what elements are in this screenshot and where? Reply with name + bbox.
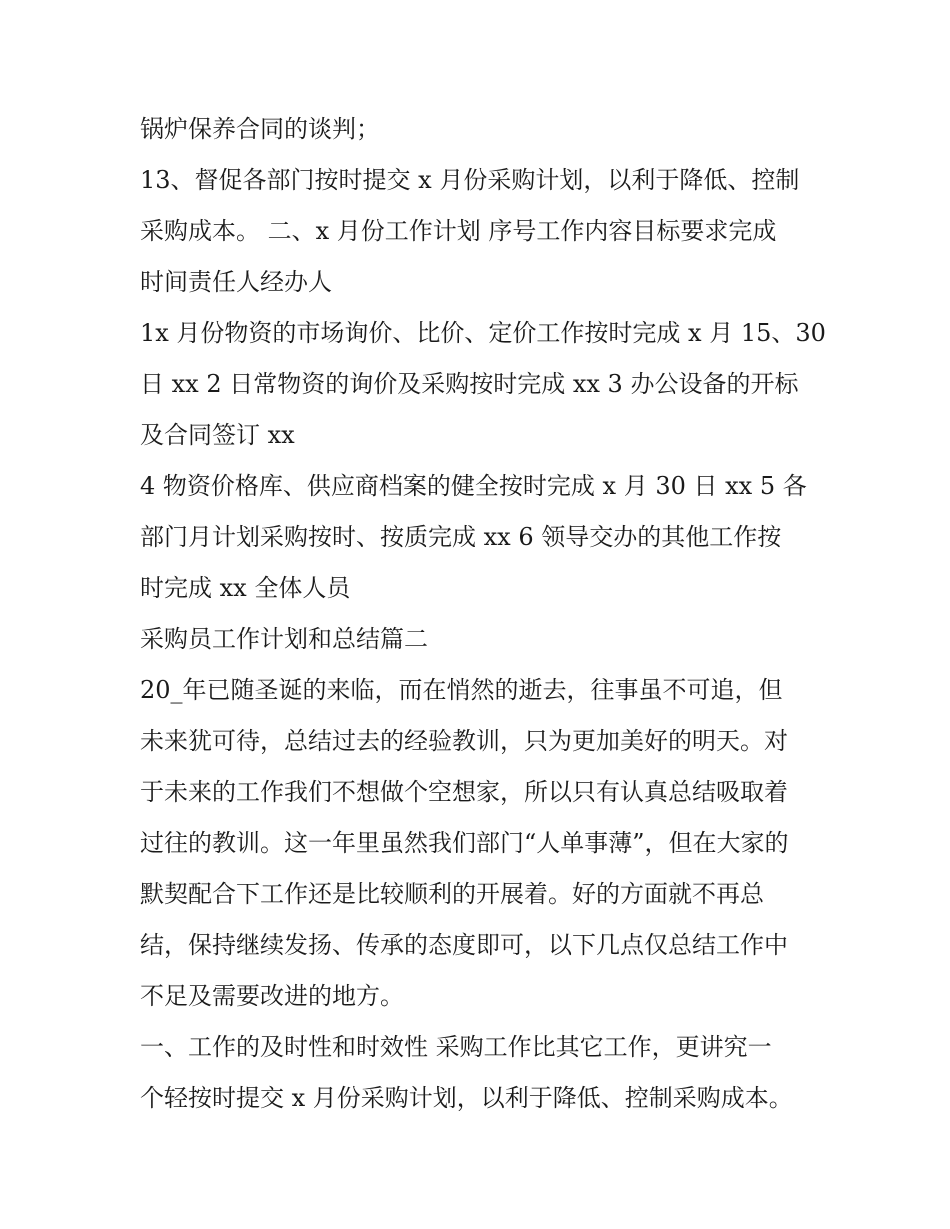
text-line: 默契配合下工作还是比较顺利的开展着。好的方面就不再总 bbox=[140, 880, 764, 908]
text-line: 20_年已随圣诞的来临，而在悄然的逝去，往事虽不可追，但 bbox=[140, 676, 783, 704]
text-line: 一、工作的及时性和时效性 采购工作比其它工作，更讲究一 bbox=[140, 1033, 772, 1061]
text-line: 不足及需要改进的地方。 bbox=[140, 982, 404, 1010]
text-line: 时间责任人经办人 bbox=[140, 268, 332, 296]
text-line: 及合同签订 xx bbox=[140, 421, 295, 449]
text-line: 过往的教训。这一年里虽然我们部门“人单事薄”，但在大家的 bbox=[140, 829, 789, 857]
text-line: 锅炉保养合同的谈判； bbox=[140, 115, 380, 143]
text-line: 部门月计划采购按时、按质完成 xx 6 领导交办的其他工作按 bbox=[140, 523, 782, 551]
text-line: 采购成本。 二、x 月份工作计划 序号工作内容目标要求完成 bbox=[140, 217, 777, 245]
text-line: 未来犹可待，总结过去的经验教训，只为更加美好的明天。对 bbox=[140, 727, 788, 755]
text-line: 结，保持继续发扬、传承的态度即可，以下几点仅总结工作中 bbox=[140, 931, 788, 959]
text-line: 时完成 xx 全体人员 bbox=[140, 574, 351, 602]
text-line: 个轻按时提交 x 月份采购计划，以利于降低、控制采购成本。 bbox=[140, 1084, 793, 1112]
text-line: 于未来的工作我们不想做个空想家，所以只有认真总结吸取着 bbox=[140, 778, 788, 806]
text-line: 日 xx 2 日常物资的询价及采购按时完成 xx 3 办公设备的开标 bbox=[140, 370, 799, 398]
text-line: 1x 月份物资的市场询价、比价、定价工作按时完成 x 月 15、30 bbox=[140, 319, 826, 347]
text-line: 4 物资价格库、供应商档案的健全按时完成 x 月 30 日 xx 5 各 bbox=[140, 472, 807, 500]
document-body bbox=[140, 104, 830, 1124]
text-line: 13、督促各部门按时提交 x 月份采购计划，以利于降低、控制 bbox=[140, 166, 800, 194]
section-heading: 采购员工作计划和总结篇二 bbox=[140, 625, 428, 653]
